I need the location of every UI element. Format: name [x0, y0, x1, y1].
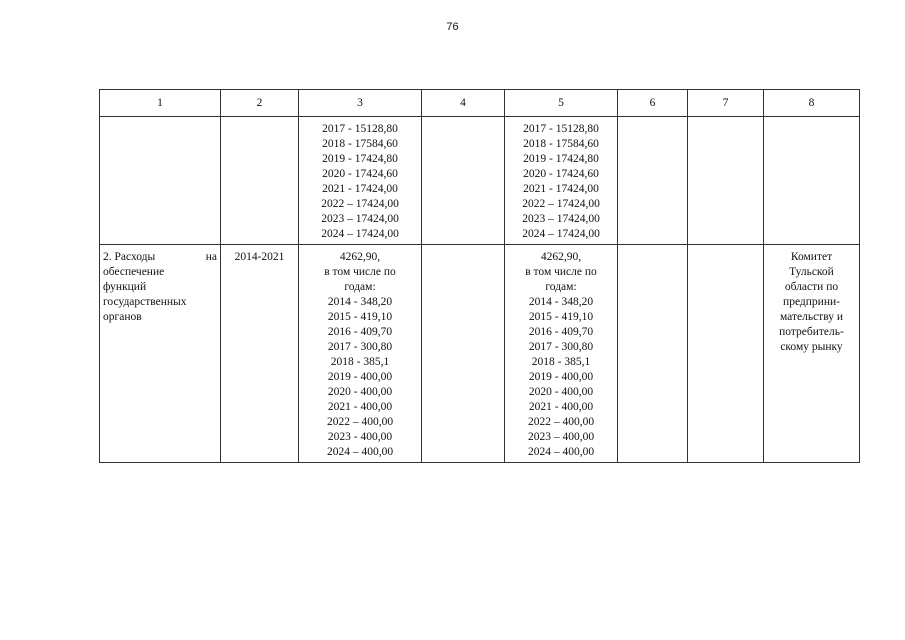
- funding-line: 2022 – 17424,00: [321, 198, 399, 210]
- executor-line: предприни-: [783, 296, 840, 308]
- funding-line: 2022 – 17424,00: [522, 198, 600, 210]
- funding-line: 2015 - 419,10: [528, 311, 594, 323]
- funding-by-year-cell: [299, 117, 422, 245]
- expense-name-text: на: [205, 251, 217, 263]
- funding-line: 2020 - 400,00: [528, 386, 594, 398]
- funding-line: 2016 - 409,70: [528, 326, 594, 338]
- funding-line: 2019 - 400,00: [528, 371, 594, 383]
- period-cell: 2014-2021: [221, 245, 299, 463]
- funding-by-year-cell: [505, 245, 618, 463]
- funding-line: 2021 - 400,00: [528, 401, 594, 413]
- funding-by-year-cell: [505, 117, 618, 245]
- page-number: 76: [446, 21, 459, 33]
- table-row: [100, 117, 860, 245]
- executor-line: потребитель-: [779, 326, 844, 338]
- executor-line: мательству и: [779, 311, 844, 323]
- funding-line: 2019 - 17424,80: [322, 153, 398, 165]
- funding-line: 2017 - 15128,80: [523, 123, 599, 135]
- funding-line: 2022 – 400,00: [527, 416, 595, 428]
- empty-cell: [618, 245, 688, 463]
- header-cell: 8: [764, 90, 860, 117]
- funding-line: 2021 - 400,00: [327, 401, 393, 413]
- funding-line: 2019 - 17424,80: [523, 153, 599, 165]
- funding-line: 2024 – 400,00: [326, 446, 394, 458]
- executor-line: Тульской: [789, 266, 834, 278]
- empty-cell: [422, 117, 505, 245]
- table-row: [100, 245, 860, 463]
- funding-line: 2021 - 17424,00: [322, 183, 398, 195]
- header-cell: 5: [505, 90, 618, 117]
- funding-line: 2024 – 400,00: [527, 446, 595, 458]
- funding-line: 2016 - 409,70: [327, 326, 393, 338]
- funding-line: 2020 - 17424,60: [322, 168, 398, 180]
- expense-name-text: 2. Расходы: [103, 251, 156, 263]
- expense-name-line: функций: [103, 281, 147, 293]
- funding-line: 2018 - 17584,60: [523, 138, 599, 150]
- funding-line: 2024 – 17424,00: [522, 228, 600, 240]
- funding-line: годам:: [545, 281, 577, 293]
- funding-line: 2023 – 17424,00: [321, 213, 399, 225]
- funding-line: 2014 - 348,20: [327, 296, 393, 308]
- empty-cell: [422, 245, 505, 463]
- funding-line: 2018 - 385,1: [330, 356, 390, 368]
- responsible-executor-cell: [764, 245, 860, 463]
- funding-line: 2017 - 15128,80: [322, 123, 398, 135]
- table-header-row: [100, 90, 860, 117]
- funding-line: 2022 – 400,00: [326, 416, 394, 428]
- expense-name-first-line: [103, 250, 217, 265]
- empty-cell: [618, 117, 688, 245]
- header-cell: 7: [688, 90, 764, 117]
- header-cell: 3: [299, 90, 422, 117]
- header-cell: 6: [618, 90, 688, 117]
- funding-line: 2017 - 300,80: [327, 341, 393, 353]
- funding-line: 4262,90,: [540, 251, 582, 263]
- funding-line: 2015 - 419,10: [327, 311, 393, 323]
- empty-cell: [764, 117, 860, 245]
- funding-line: годам:: [344, 281, 376, 293]
- funding-line: 2014 - 348,20: [528, 296, 594, 308]
- expense-name-cell: [100, 245, 221, 463]
- empty-cell: [221, 117, 299, 245]
- funding-line: 2020 - 17424,60: [523, 168, 599, 180]
- funding-line: 2024 – 17424,00: [321, 228, 399, 240]
- header-cell: 2: [221, 90, 299, 117]
- funding-line: в том числе по: [324, 266, 396, 278]
- funding-line: 2019 - 400,00: [327, 371, 393, 383]
- funding-line: 2021 - 17424,00: [523, 183, 599, 195]
- expense-name-line: государственных: [103, 296, 187, 308]
- executor-line: области по: [784, 281, 839, 293]
- funding-line: 2023 – 400,00: [527, 431, 595, 443]
- executor-line: Комитет: [790, 251, 833, 263]
- funding-by-year-cell: [299, 245, 422, 463]
- funding-line: 2018 - 17584,60: [322, 138, 398, 150]
- expense-name-line: обеспечение: [103, 266, 165, 278]
- funding-line: в том числе по: [525, 266, 597, 278]
- header-cell: 1: [100, 90, 221, 117]
- empty-cell: [100, 117, 221, 245]
- funding-line: 2020 - 400,00: [327, 386, 393, 398]
- funding-line: 2018 - 385,1: [531, 356, 591, 368]
- header-cell: 4: [422, 90, 505, 117]
- funding-line: 4262,90,: [339, 251, 381, 263]
- expense-name-line: органов: [103, 311, 142, 323]
- empty-cell: [688, 117, 764, 245]
- program-table: [99, 89, 860, 463]
- funding-line: 2017 - 300,80: [528, 341, 594, 353]
- funding-line: 2023 - 400,00: [327, 431, 393, 443]
- empty-cell: [688, 245, 764, 463]
- funding-line: 2023 – 17424,00: [522, 213, 600, 225]
- executor-line: скому рынку: [780, 341, 843, 353]
